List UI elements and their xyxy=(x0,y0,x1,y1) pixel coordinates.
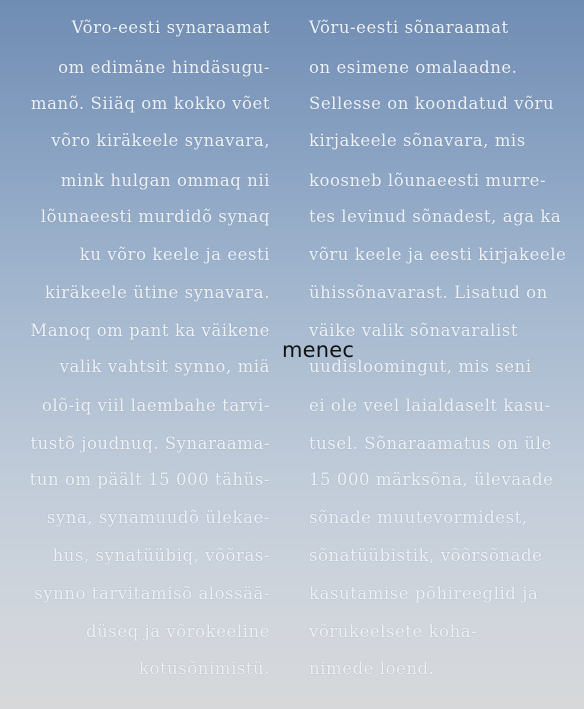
text-line: sõnatüübistik, võõrsõnade xyxy=(309,546,543,565)
text-line: lõunaeesti murdidõ synaq xyxy=(40,207,270,226)
text-line: 15 000 märksõna, ülevaade xyxy=(309,470,554,489)
text-line: võro kiräkeele synavara, xyxy=(51,131,270,150)
text-line: olõ-iq viil laembahe tarvi- xyxy=(41,396,270,415)
text-line: nimede loend. xyxy=(309,659,435,678)
text-line: Võru-eesti sõnaraamat xyxy=(309,18,509,37)
text-line: hus, synatüübiq, võõras- xyxy=(52,546,270,565)
text-line: võrukeelsete koha- xyxy=(309,622,478,641)
text-line: koosneb lõunaeesti murre- xyxy=(309,171,547,190)
text-line: Võro-eesti synaraamat xyxy=(71,18,270,37)
text-line: mink hulgan ommaq nii xyxy=(60,171,270,190)
text-line: Sellesse on koondatud võru xyxy=(309,94,555,113)
text-line: düseq ja võrokeeline xyxy=(86,622,270,641)
text-line: võru keele ja eesti kirjakeele xyxy=(309,245,567,264)
text-line: om edimäne hindäsugu- xyxy=(58,58,270,77)
text-line: kirjakeele sõnavara, mis xyxy=(309,131,526,150)
text-line: syna, synamuudõ ülekae- xyxy=(46,508,270,527)
text-line: on esimene omalaadne. xyxy=(309,58,518,77)
text-line: väike valik sõnavaralist xyxy=(309,321,519,340)
text-line: Manoq om pant ka väikene xyxy=(30,321,270,340)
text-line: uudisloomingut, mis seni xyxy=(309,357,532,376)
text-line: tusel. Sõnaraamatus on üle xyxy=(309,434,552,453)
text-line: ku võro keele ja eesti xyxy=(79,245,270,264)
text-line: kotusõnimistü. xyxy=(138,659,270,678)
text-line: synno tarvitamisõ alossää- xyxy=(34,584,270,603)
text-line: sõnade muutevormidest, xyxy=(309,508,528,527)
watermark-text: menec xyxy=(282,338,355,362)
text-line: kasutamise põhireeglid ja xyxy=(309,584,539,603)
text-line: manõ. Siiäq om kokko võet xyxy=(30,94,270,113)
text-line: kiräkeele ütine synavara. xyxy=(44,283,270,302)
text-line: ühissõnavarast. Lisatud on xyxy=(309,283,548,302)
text-line: tun om päält 15 000 tähüs- xyxy=(29,470,270,489)
text-line: tustõ joudnuq. Synaraama- xyxy=(30,434,270,453)
text-line: valik vahtsit synno, miä xyxy=(59,357,270,376)
text-line: ei ole veel laialdaselt kasu- xyxy=(309,396,551,415)
text-line: tes levinud sõnadest, aga ka xyxy=(309,207,562,226)
